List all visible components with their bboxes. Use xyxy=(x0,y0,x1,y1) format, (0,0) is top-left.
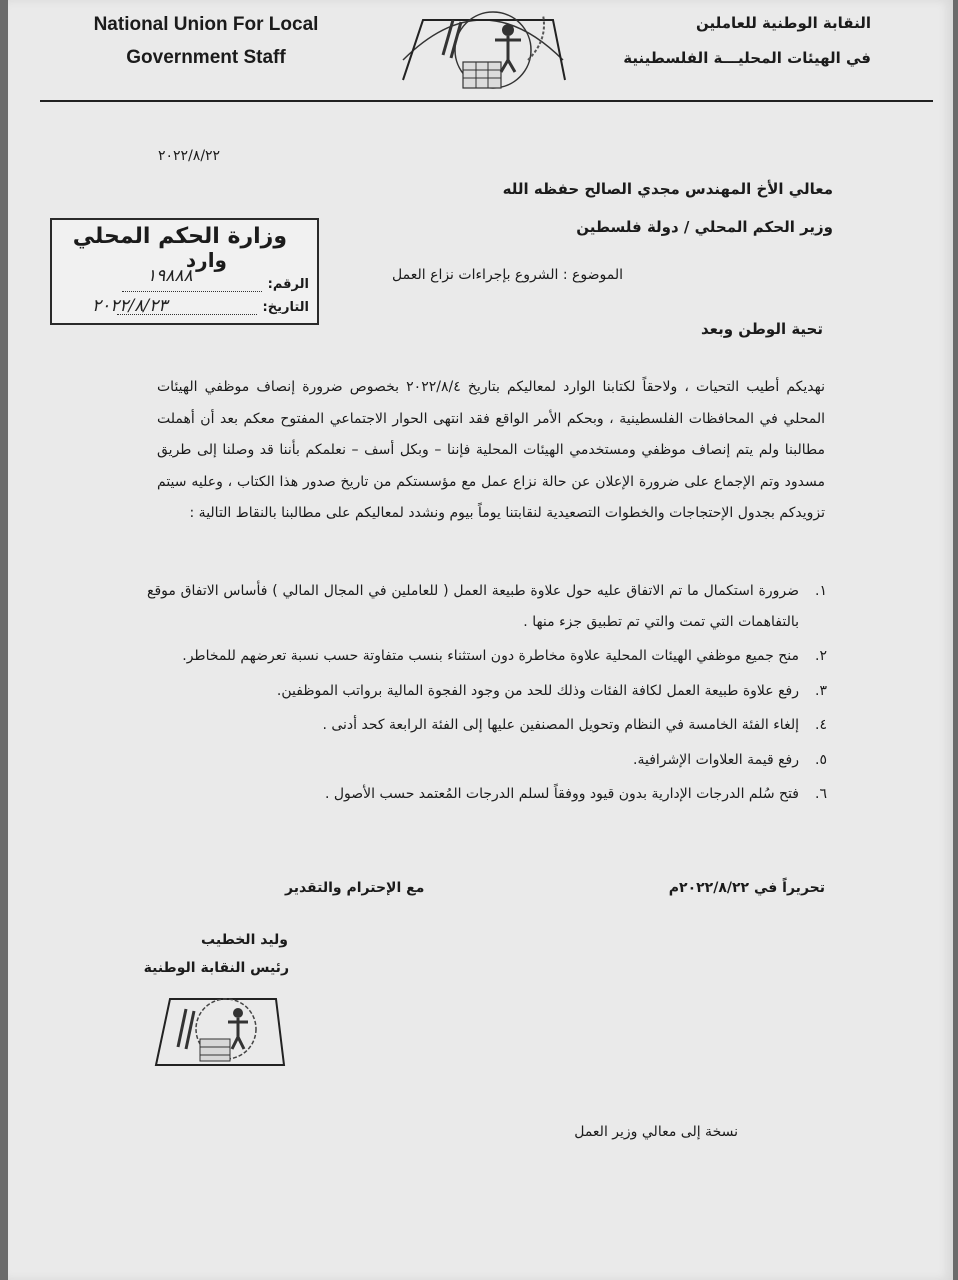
arabic-header xyxy=(571,6,871,76)
arabic-header-line1: النقابة الوطنية للعاملين xyxy=(695,14,871,32)
addressee-position: وزير الحكم المحلي / دولة فلسطين xyxy=(576,218,833,236)
regards: مع الإحترام والتقدير xyxy=(285,880,425,896)
union-logo xyxy=(383,0,583,100)
list-item-text: رفع علاوة طبيعة العمل لكافة الفئات وذلك للحد من وجود الفجوة المالية برواتب الموظفين. xyxy=(276,682,799,699)
list-item xyxy=(147,576,827,637)
list-item xyxy=(147,745,827,776)
arabic-header-line2: في الهيئات المحليـــة الفلسطينية xyxy=(623,49,871,67)
union-seal xyxy=(148,985,288,1070)
stamp-dotted-line xyxy=(122,291,262,292)
list-item-text: إلغاء الفئة الخامسة في النظام وتحويل المصنفين عليها إلى الفئة الرابعة كحد أدنى . xyxy=(322,717,799,733)
stamp-number-label: الرقم: xyxy=(267,277,309,292)
body-paragraph: نهديكم أطيب التحيات ، ولاحقاً لكتابنا الوارد لمعاليكم بتاريخ ٢٠٢٢/٨/٤ بخصوص ضرورة إنصاف موظفي الهيئات المحلي في المحافظات الفلسطينية ، وبحكم الأمر الواقع فقد انتهى الحوار الاجتماعي المفتوح معكم بعد أن أهملت مطالبنا ولم يتم إنصاف موظفي ومستخدمي الهيئات المحلية فإننا – وبكل أسف – نعلمكم بأننا قد وصلنا إلى طريق مسدود وتم الإجماع على ضرورة الإعلان عن حالة نزاع عمل مع مؤسستكم من تاريخ صدور هذا الكتاب ، وعليه سيتم تزويدكم بجدول الإحتجاجات والخطوات التصعيدية لنقابتنا يوماً بيوم ونشدد لمعاليكم على مطالبنا بالنقاط التالية : xyxy=(157,379,825,521)
list-item-number: ٥. xyxy=(815,751,827,768)
list-item xyxy=(147,676,827,707)
signatory-title: رئيس النقابة الوطنية xyxy=(143,960,289,976)
header-divider xyxy=(40,100,933,102)
list-item xyxy=(147,710,827,741)
written-on-date: تحريراً في ٢٠٢٢/٨/٢٢م xyxy=(668,880,825,896)
closing-line xyxy=(285,880,825,896)
subject-line: الموضوع : الشروع بإجراءات نزاع العمل xyxy=(392,267,623,283)
list-item-number: ٢. xyxy=(815,648,827,664)
list-item-text: ضرورة استكمال ما تم الاتفاق عليه حول علاوة طبيعة العمل ( للعاملين في المجال المالي ) فأساس الاتفاق موقع بالتفاهمات التي تمت والتي تم تطبيق جزء منها . xyxy=(147,583,799,630)
letter-date: ٢٠٢٢/٨/٢٢ xyxy=(158,148,221,164)
english-header-line1: National Union For Local xyxy=(93,14,319,35)
stamp-date-label: التاريخ: xyxy=(262,300,309,315)
list-item-number: ٦. xyxy=(815,786,827,802)
letter-page xyxy=(8,0,953,1280)
english-header xyxy=(66,8,346,74)
english-header-line2: Government Staff xyxy=(126,47,286,68)
stamp-subtitle: وارد xyxy=(185,248,227,272)
list-item-number: ٤. xyxy=(815,717,827,733)
stamp-number-handwritten: ١٩٨٨٨ xyxy=(147,266,193,286)
list-item xyxy=(147,779,827,810)
signatory-name: وليد الخطيب xyxy=(201,932,288,948)
stamp-date-handwritten: ٢٠٢٢/٨/٢٣ xyxy=(92,296,168,316)
stamp-title: وزارة الحكم المحلي xyxy=(72,224,287,249)
demands-list xyxy=(147,576,827,814)
incoming-stamp xyxy=(50,218,319,325)
list-item xyxy=(147,641,827,672)
list-item-text: منح جميع موظفي الهيئات المحلية علاوة مخاطرة دون استثناء بنسب متفاوتة حسب نسبة تعرضهم للمخاطر. xyxy=(182,648,799,664)
list-item-text: فتح سُلم الدرجات الإدارية بدون قيود ووفقاً لسلم الدرجات المُعتمد حسب الأصول . xyxy=(324,786,799,802)
copy-to: نسخة إلى معالي وزير العمل xyxy=(574,1124,738,1140)
list-item-number: ٣. xyxy=(815,682,827,699)
list-item-text: رفع قيمة العلاوات الإشرافية. xyxy=(633,751,799,768)
addressee-name: معالي الأخ المهندس مجدي الصالح حفظه الله xyxy=(502,180,833,198)
greeting: تحية الوطن وبعد xyxy=(701,320,823,338)
list-item-number: ١. xyxy=(815,583,827,599)
